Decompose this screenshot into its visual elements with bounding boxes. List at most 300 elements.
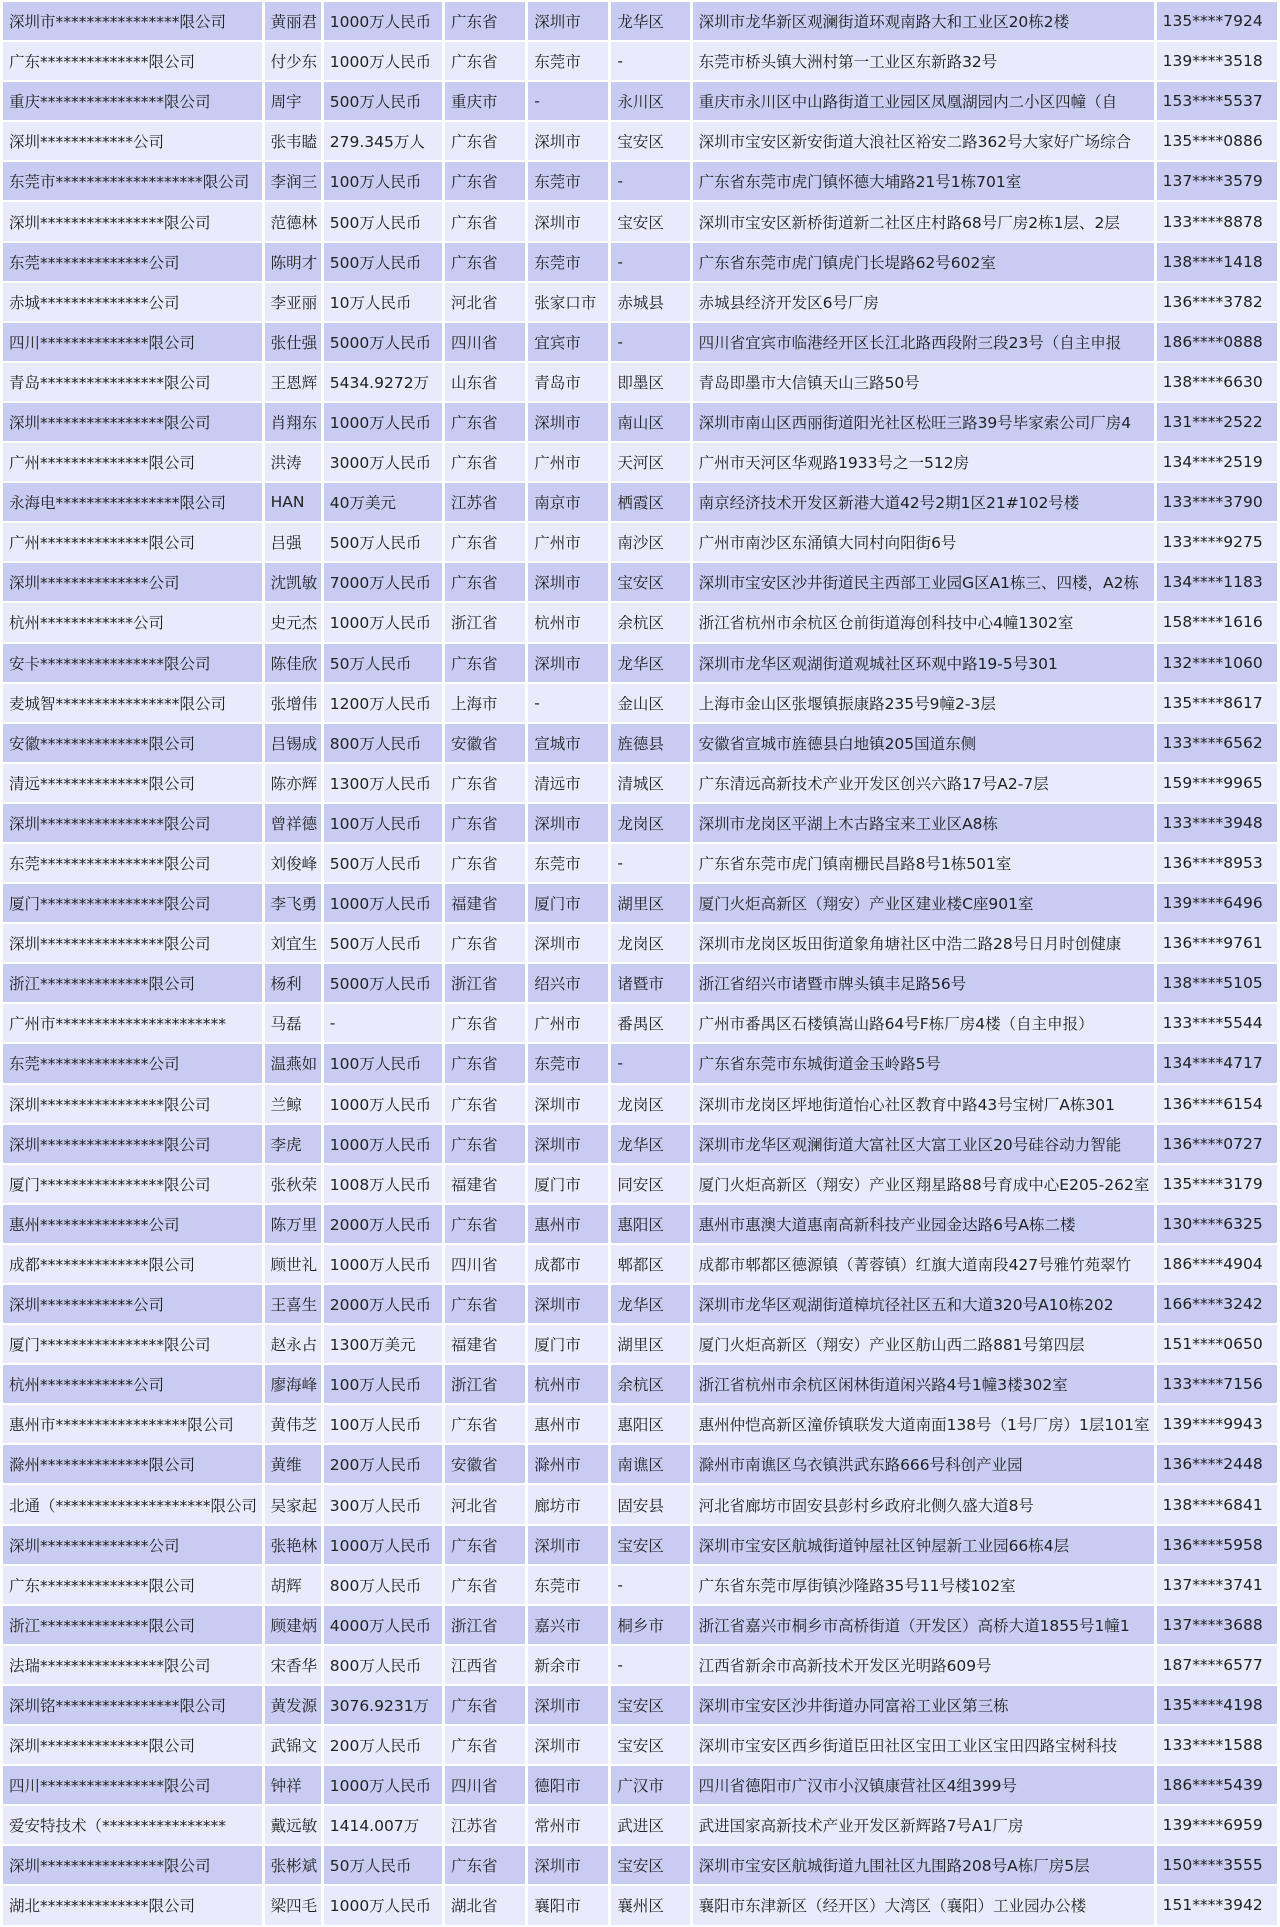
legal-rep-cell: 陈亦辉 bbox=[265, 764, 321, 802]
province-cell: 广东省 bbox=[445, 1686, 525, 1724]
address-cell: 厦门火炬高新区（翔安）产业区建业楼C座901室 bbox=[693, 884, 1154, 922]
district-cell: 宝安区 bbox=[611, 563, 689, 601]
district-cell: 龙岗区 bbox=[611, 1085, 689, 1123]
registered-capital-cell: 5000万人民币 bbox=[324, 964, 442, 1002]
company-name-cell: 成都**************限公司 bbox=[3, 1245, 262, 1283]
registered-capital-cell: 500万人民币 bbox=[324, 202, 442, 240]
province-cell: 安徽省 bbox=[445, 1445, 525, 1483]
legal-rep-cell: 刘宜生 bbox=[265, 924, 321, 962]
registered-capital-cell: 200万人民币 bbox=[324, 1726, 442, 1764]
address-cell: 四川省宜宾市临港经开区长江北路西段附三段23号（自主申报 bbox=[693, 323, 1154, 361]
table-row bbox=[3, 1485, 1277, 1523]
company-name-cell: 安徽**************限公司 bbox=[3, 724, 262, 762]
phone-cell: 138****5105 bbox=[1157, 964, 1277, 1002]
registered-capital-cell: 1300万美元 bbox=[324, 1325, 442, 1363]
district-cell: - bbox=[611, 1044, 689, 1082]
district-cell: 宝安区 bbox=[611, 1686, 689, 1724]
legal-rep-cell: 洪涛 bbox=[265, 443, 321, 481]
legal-rep-cell: 黄丽君 bbox=[265, 2, 321, 40]
province-cell: 广东省 bbox=[445, 1566, 525, 1604]
province-cell: 湖北省 bbox=[445, 1886, 525, 1924]
city-cell: 襄阳市 bbox=[528, 1886, 608, 1924]
legal-rep-cell: 李飞勇 bbox=[265, 884, 321, 922]
province-cell: 广东省 bbox=[445, 2, 525, 40]
district-cell: 郫都区 bbox=[611, 1245, 689, 1283]
legal-rep-cell: 张增伟 bbox=[265, 684, 321, 722]
registered-capital-cell: 100万人民币 bbox=[324, 1365, 442, 1403]
city-cell: - bbox=[528, 684, 608, 722]
city-cell: 厦门市 bbox=[528, 1325, 608, 1363]
province-cell: 浙江省 bbox=[445, 964, 525, 1002]
legal-rep-cell: 吕锡成 bbox=[265, 724, 321, 762]
address-cell: 四川省德阳市广汉市小汉镇康营社区4组399号 bbox=[693, 1766, 1154, 1804]
city-cell: 东莞市 bbox=[528, 844, 608, 882]
city-cell: 宣城市 bbox=[528, 724, 608, 762]
registered-capital-cell: 1000万人民币 bbox=[324, 2, 442, 40]
city-cell: 绍兴市 bbox=[528, 964, 608, 1002]
registered-capital-cell: 7000万人民币 bbox=[324, 563, 442, 601]
legal-rep-cell: 吴家起 bbox=[265, 1485, 321, 1523]
table-row bbox=[3, 243, 1277, 281]
registered-capital-cell: 5434.9272万 bbox=[324, 363, 442, 401]
district-cell: 南山区 bbox=[611, 403, 689, 441]
district-cell: 宝安区 bbox=[611, 1726, 689, 1764]
registered-capital-cell: 500万人民币 bbox=[324, 243, 442, 281]
city-cell: 厦门市 bbox=[528, 884, 608, 922]
table-row bbox=[3, 483, 1277, 521]
district-cell: 余杭区 bbox=[611, 1365, 689, 1403]
city-cell: 深圳市 bbox=[528, 403, 608, 441]
district-cell: 武进区 bbox=[611, 1806, 689, 1844]
legal-rep-cell: 武锦文 bbox=[265, 1726, 321, 1764]
city-cell: 深圳市 bbox=[528, 924, 608, 962]
phone-cell: 159****9965 bbox=[1157, 764, 1277, 802]
legal-rep-cell: 钟祥 bbox=[265, 1766, 321, 1804]
address-cell: 深圳市龙华区观澜街道大富社区大富工业区20号硅谷动力智能 bbox=[693, 1125, 1154, 1163]
district-cell: 襄州区 bbox=[611, 1886, 689, 1924]
company-name-cell: 深圳****************限公司 bbox=[3, 1846, 262, 1884]
registered-capital-cell: 800万人民币 bbox=[324, 1566, 442, 1604]
table-row bbox=[3, 1526, 1277, 1564]
legal-rep-cell: 陈万里 bbox=[265, 1205, 321, 1243]
phone-cell: 139****6496 bbox=[1157, 884, 1277, 922]
table-row bbox=[3, 1686, 1277, 1724]
province-cell: 广东省 bbox=[445, 644, 525, 682]
phone-cell: 132****1060 bbox=[1157, 644, 1277, 682]
province-cell: 广东省 bbox=[445, 1004, 525, 1042]
phone-cell: 131****2522 bbox=[1157, 403, 1277, 441]
city-cell: 深圳市 bbox=[528, 1726, 608, 1764]
legal-rep-cell: 肖翔东 bbox=[265, 403, 321, 441]
province-cell: 广东省 bbox=[445, 202, 525, 240]
phone-cell: 134****4717 bbox=[1157, 1044, 1277, 1082]
city-cell: 东莞市 bbox=[528, 162, 608, 200]
province-cell: 浙江省 bbox=[445, 1606, 525, 1644]
company-name-cell: 赤城**************公司 bbox=[3, 283, 262, 321]
company-name-cell: 重庆****************限公司 bbox=[3, 82, 262, 120]
city-cell: 清远市 bbox=[528, 764, 608, 802]
province-cell: 四川省 bbox=[445, 323, 525, 361]
table-row bbox=[3, 1245, 1277, 1283]
table-row bbox=[3, 764, 1277, 802]
table-row bbox=[3, 1566, 1277, 1604]
province-cell: 江西省 bbox=[445, 1646, 525, 1684]
province-cell: 广东省 bbox=[445, 1125, 525, 1163]
registered-capital-cell: 1000万人民币 bbox=[324, 603, 442, 641]
legal-rep-cell: 梁四毛 bbox=[265, 1886, 321, 1924]
district-cell: 永川区 bbox=[611, 82, 689, 120]
phone-cell: 137****3579 bbox=[1157, 162, 1277, 200]
company-name-cell: 四川**************限公司 bbox=[3, 323, 262, 361]
province-cell: 广东省 bbox=[445, 844, 525, 882]
table-row bbox=[3, 1044, 1277, 1082]
registered-capital-cell: 1000万人民币 bbox=[324, 1766, 442, 1804]
company-name-cell: 深圳************公司 bbox=[3, 1285, 262, 1323]
company-name-cell: 广州市********************** bbox=[3, 1004, 262, 1042]
legal-rep-cell: 胡辉 bbox=[265, 1566, 321, 1604]
city-cell: 深圳市 bbox=[528, 1125, 608, 1163]
address-cell: 浙江省杭州市余杭区仓前街道海创科技中心4幢1302室 bbox=[693, 603, 1154, 641]
city-cell: - bbox=[528, 82, 608, 120]
registered-capital-cell: 50万人民币 bbox=[324, 644, 442, 682]
registered-capital-cell: 500万人民币 bbox=[324, 844, 442, 882]
table-row bbox=[3, 1205, 1277, 1243]
address-cell: 广州市南沙区东涌镇大同村向阳街6号 bbox=[693, 523, 1154, 561]
table-row bbox=[3, 1365, 1277, 1403]
province-cell: 广东省 bbox=[445, 1044, 525, 1082]
address-cell: 深圳市宝安区沙井街道办同富裕工业区第三栋 bbox=[693, 1686, 1154, 1724]
district-cell: 龙华区 bbox=[611, 1125, 689, 1163]
table-row bbox=[3, 603, 1277, 641]
city-cell: 东莞市 bbox=[528, 1566, 608, 1604]
registered-capital-cell: 1008万人民币 bbox=[324, 1165, 442, 1203]
legal-rep-cell: 廖海峰 bbox=[265, 1365, 321, 1403]
registered-capital-cell: 100万人民币 bbox=[324, 1405, 442, 1443]
registered-capital-cell: 4000万人民币 bbox=[324, 1606, 442, 1644]
legal-rep-cell: 王恩辉 bbox=[265, 363, 321, 401]
city-cell: 深圳市 bbox=[528, 1686, 608, 1724]
address-cell: 深圳市宝安区西乡街道臣田社区宝田工业区宝田四路宝树科技 bbox=[693, 1726, 1154, 1764]
province-cell: 浙江省 bbox=[445, 1365, 525, 1403]
province-cell: 河北省 bbox=[445, 283, 525, 321]
address-cell: 深圳市龙岗区坂田街道象角塘社区中浩二路28号日月时创健康 bbox=[693, 924, 1154, 962]
address-cell: 深圳市宝安区沙井街道民主西部工业园G区A1栋三、四楼，A2栋 bbox=[693, 563, 1154, 601]
city-cell: 深圳市 bbox=[528, 804, 608, 842]
table-row bbox=[3, 684, 1277, 722]
company-name-cell: 滁州**************限公司 bbox=[3, 1445, 262, 1483]
phone-cell: 166****3242 bbox=[1157, 1285, 1277, 1323]
registered-capital-cell: 5000万人民币 bbox=[324, 323, 442, 361]
province-cell: 福建省 bbox=[445, 884, 525, 922]
city-cell: 廊坊市 bbox=[528, 1485, 608, 1523]
table-row bbox=[3, 924, 1277, 962]
district-cell: 即墨区 bbox=[611, 363, 689, 401]
address-cell: 江西省新余市高新技术开发区光明路609号 bbox=[693, 1646, 1154, 1684]
city-cell: 常州市 bbox=[528, 1806, 608, 1844]
province-cell: 广东省 bbox=[445, 804, 525, 842]
legal-rep-cell: 赵永占 bbox=[265, 1325, 321, 1363]
registered-capital-cell: 500万人民币 bbox=[324, 924, 442, 962]
province-cell: 福建省 bbox=[445, 1325, 525, 1363]
city-cell: 南京市 bbox=[528, 483, 608, 521]
district-cell: 旌德县 bbox=[611, 724, 689, 762]
table-row bbox=[3, 42, 1277, 80]
table-row bbox=[3, 1325, 1277, 1363]
district-cell: - bbox=[611, 844, 689, 882]
province-cell: 山东省 bbox=[445, 363, 525, 401]
district-cell: 宝安区 bbox=[611, 1526, 689, 1564]
registered-capital-cell: 2000万人民币 bbox=[324, 1205, 442, 1243]
company-name-cell: 厦门****************限公司 bbox=[3, 1325, 262, 1363]
district-cell: 余杭区 bbox=[611, 603, 689, 641]
table-row bbox=[3, 1886, 1277, 1924]
phone-cell: 139****3518 bbox=[1157, 42, 1277, 80]
table-row bbox=[3, 964, 1277, 1002]
legal-rep-cell: 张秋荣 bbox=[265, 1165, 321, 1203]
company-name-cell: 法瑞****************限公司 bbox=[3, 1646, 262, 1684]
legal-rep-cell: 张艳林 bbox=[265, 1526, 321, 1564]
company-name-cell: 广东**************限公司 bbox=[3, 1566, 262, 1604]
phone-cell: 150****3555 bbox=[1157, 1846, 1277, 1884]
phone-cell: 134****1183 bbox=[1157, 563, 1277, 601]
legal-rep-cell: 温燕如 bbox=[265, 1044, 321, 1082]
province-cell: 广东省 bbox=[445, 1405, 525, 1443]
address-cell: 浙江省嘉兴市桐乡市高桥街道（开发区）高桥大道1855号1幢1 bbox=[693, 1606, 1154, 1644]
province-cell: 广东省 bbox=[445, 924, 525, 962]
legal-rep-cell: 张仕强 bbox=[265, 323, 321, 361]
company-name-cell: 深圳铭****************限公司 bbox=[3, 1686, 262, 1724]
registered-capital-cell: 800万人民币 bbox=[324, 1646, 442, 1684]
address-cell: 南京经济技术开发区新港大道42号2期1区21#102号楼 bbox=[693, 483, 1154, 521]
legal-rep-cell: 沈凯敏 bbox=[265, 563, 321, 601]
company-name-cell: 厦门****************限公司 bbox=[3, 1165, 262, 1203]
legal-rep-cell: 李虎 bbox=[265, 1125, 321, 1163]
registered-capital-cell: 100万人民币 bbox=[324, 804, 442, 842]
province-cell: 广东省 bbox=[445, 1285, 525, 1323]
table-row bbox=[3, 122, 1277, 160]
table-row bbox=[3, 724, 1277, 762]
legal-rep-cell: 王喜生 bbox=[265, 1285, 321, 1323]
province-cell: 广东省 bbox=[445, 1085, 525, 1123]
city-cell: 惠州市 bbox=[528, 1405, 608, 1443]
table-row bbox=[3, 202, 1277, 240]
table-row bbox=[3, 1606, 1277, 1644]
district-cell: - bbox=[611, 1566, 689, 1604]
phone-cell: 137****3741 bbox=[1157, 1566, 1277, 1604]
address-cell: 广东省东莞市虎门镇虎门长堤路62号602室 bbox=[693, 243, 1154, 281]
registered-capital-cell: 200万人民币 bbox=[324, 1445, 442, 1483]
registered-capital-cell: 1000万人民币 bbox=[324, 42, 442, 80]
address-cell: 深圳市宝安区新安街道大浪社区裕安二路362号大家好广场综合 bbox=[693, 122, 1154, 160]
province-cell: 福建省 bbox=[445, 1165, 525, 1203]
registered-capital-cell: 800万人民币 bbox=[324, 724, 442, 762]
city-cell: 广州市 bbox=[528, 443, 608, 481]
city-cell: 深圳市 bbox=[528, 1526, 608, 1564]
table-row bbox=[3, 363, 1277, 401]
table-row bbox=[3, 1726, 1277, 1764]
phone-cell: 138****6841 bbox=[1157, 1485, 1277, 1523]
address-cell: 青岛即墨市大信镇天山三路50号 bbox=[693, 363, 1154, 401]
company-name-cell: 深圳****************限公司 bbox=[3, 804, 262, 842]
address-cell: 东莞市桥头镇大洲村第一工业区东新路32号 bbox=[693, 42, 1154, 80]
city-cell: 东莞市 bbox=[528, 243, 608, 281]
district-cell: 天河区 bbox=[611, 443, 689, 481]
company-name-cell: 永海电****************限公司 bbox=[3, 483, 262, 521]
city-cell: 深圳市 bbox=[528, 563, 608, 601]
phone-cell: 135****7924 bbox=[1157, 2, 1277, 40]
registered-capital-cell: 1200万人民币 bbox=[324, 684, 442, 722]
city-cell: 惠州市 bbox=[528, 1205, 608, 1243]
company-name-cell: 深圳****************限公司 bbox=[3, 1125, 262, 1163]
phone-cell: 139****6959 bbox=[1157, 1806, 1277, 1844]
district-cell: - bbox=[611, 1646, 689, 1684]
table-row bbox=[3, 1285, 1277, 1323]
company-name-cell: 清远**************限公司 bbox=[3, 764, 262, 802]
table-row bbox=[3, 403, 1277, 441]
city-cell: 嘉兴市 bbox=[528, 1606, 608, 1644]
address-cell: 深圳市宝安区航城街道钟屋社区钟屋新工业园66栋4层 bbox=[693, 1526, 1154, 1564]
province-cell: 河北省 bbox=[445, 1485, 525, 1523]
address-cell: 广东清远高新技术产业开发区创兴六路17号A2-7层 bbox=[693, 764, 1154, 802]
city-cell: 深圳市 bbox=[528, 1285, 608, 1323]
table-row bbox=[3, 844, 1277, 882]
legal-rep-cell: HAN bbox=[265, 483, 321, 521]
phone-cell: 136****9761 bbox=[1157, 924, 1277, 962]
district-cell: 龙岗区 bbox=[611, 924, 689, 962]
city-cell: 成都市 bbox=[528, 1245, 608, 1283]
legal-rep-cell: 黄维 bbox=[265, 1445, 321, 1483]
city-cell: 杭州市 bbox=[528, 1365, 608, 1403]
district-cell: 清城区 bbox=[611, 764, 689, 802]
table-row bbox=[3, 1445, 1277, 1483]
legal-rep-cell: 黄发源 bbox=[265, 1686, 321, 1724]
city-cell: 东莞市 bbox=[528, 42, 608, 80]
company-name-cell: 深圳****************限公司 bbox=[3, 924, 262, 962]
registered-capital-cell: 3000万人民币 bbox=[324, 443, 442, 481]
table-row bbox=[3, 2, 1277, 40]
address-cell: 深圳市龙华新区观澜街道环观南路大和工业区20栋2楼 bbox=[693, 2, 1154, 40]
phone-cell: 133****1588 bbox=[1157, 1726, 1277, 1764]
registered-capital-cell: 1300万人民币 bbox=[324, 764, 442, 802]
address-cell: 深圳市龙华区观湖街道观城社区环观中路19-5号301 bbox=[693, 644, 1154, 682]
phone-cell: 153****5537 bbox=[1157, 82, 1277, 120]
company-name-cell: 深圳****************限公司 bbox=[3, 403, 262, 441]
company-name-cell: 青岛****************限公司 bbox=[3, 363, 262, 401]
company-name-cell: 爱安特技术（**************** bbox=[3, 1806, 262, 1844]
district-cell: 龙岗区 bbox=[611, 804, 689, 842]
legal-rep-cell: 马磊 bbox=[265, 1004, 321, 1042]
address-cell: 深圳市龙华区观湖街道樟坑径社区五和大道320号A10栋202 bbox=[693, 1285, 1154, 1323]
address-cell: 广东省东莞市虎门镇怀德大埔路21号1栋701室 bbox=[693, 162, 1154, 200]
district-cell: - bbox=[611, 42, 689, 80]
address-cell: 河北省廊坊市固安县彭村乡政府北侧久盛大道8号 bbox=[693, 1485, 1154, 1523]
district-cell: 宝安区 bbox=[611, 1846, 689, 1884]
legal-rep-cell: 曾祥德 bbox=[265, 804, 321, 842]
company-name-cell: 深圳****************限公司 bbox=[3, 1085, 262, 1123]
legal-rep-cell: 张韦瞌 bbox=[265, 122, 321, 160]
registered-capital-cell: 279.345万人 bbox=[324, 122, 442, 160]
province-cell: 江苏省 bbox=[445, 483, 525, 521]
legal-rep-cell: 刘俊峰 bbox=[265, 844, 321, 882]
phone-cell: 133****7156 bbox=[1157, 1365, 1277, 1403]
phone-cell: 186****5439 bbox=[1157, 1766, 1277, 1804]
province-cell: 广东省 bbox=[445, 1205, 525, 1243]
phone-cell: 151****3942 bbox=[1157, 1886, 1277, 1924]
table-row bbox=[3, 82, 1277, 120]
table-row bbox=[3, 1846, 1277, 1884]
company-name-cell: 东莞****************限公司 bbox=[3, 844, 262, 882]
phone-cell: 186****0888 bbox=[1157, 323, 1277, 361]
address-cell: 襄阳市东津新区（经开区）大湾区（襄阳）工业园办公楼 bbox=[693, 1886, 1154, 1924]
company-table-body bbox=[3, 2, 1277, 1925]
district-cell: 广汉市 bbox=[611, 1766, 689, 1804]
phone-cell: 136****0727 bbox=[1157, 1125, 1277, 1163]
table-row bbox=[3, 1085, 1277, 1123]
table-row bbox=[3, 804, 1277, 842]
address-cell: 赤城县经济开发区6号厂房 bbox=[693, 283, 1154, 321]
province-cell: 四川省 bbox=[445, 1766, 525, 1804]
address-cell: 浙江省绍兴市诸暨市牌头镇丰足路56号 bbox=[693, 964, 1154, 1002]
phone-cell: 136****8953 bbox=[1157, 844, 1277, 882]
company-name-cell: 四川****************限公司 bbox=[3, 1766, 262, 1804]
district-cell: - bbox=[611, 162, 689, 200]
registered-capital-cell: 2000万人民币 bbox=[324, 1285, 442, 1323]
phone-cell: 136****5958 bbox=[1157, 1526, 1277, 1564]
phone-cell: 136****3782 bbox=[1157, 283, 1277, 321]
address-cell: 广东省东莞市东城街道金玉岭路5号 bbox=[693, 1044, 1154, 1082]
registered-capital-cell: 1000万人民币 bbox=[324, 1245, 442, 1283]
phone-cell: 133****8878 bbox=[1157, 202, 1277, 240]
district-cell: 宝安区 bbox=[611, 202, 689, 240]
legal-rep-cell: 张彬斌 bbox=[265, 1846, 321, 1884]
phone-cell: 187****6577 bbox=[1157, 1646, 1277, 1684]
table-row bbox=[3, 1806, 1277, 1844]
company-name-cell: 惠州市*****************限公司 bbox=[3, 1405, 262, 1443]
table-row bbox=[3, 563, 1277, 601]
province-cell: 广东省 bbox=[445, 122, 525, 160]
legal-rep-cell: 付少东 bbox=[265, 42, 321, 80]
province-cell: 广东省 bbox=[445, 443, 525, 481]
table-row bbox=[3, 1405, 1277, 1443]
province-cell: 广东省 bbox=[445, 243, 525, 281]
address-cell: 武进国家高新技术产业开发区新辉路7号A1厂房 bbox=[693, 1806, 1154, 1844]
legal-rep-cell: 顾建炳 bbox=[265, 1606, 321, 1644]
legal-rep-cell: 李润三 bbox=[265, 162, 321, 200]
phone-cell: 133****9275 bbox=[1157, 523, 1277, 561]
table-row bbox=[3, 1766, 1277, 1804]
registered-capital-cell: 10万人民币 bbox=[324, 283, 442, 321]
province-cell: 江苏省 bbox=[445, 1806, 525, 1844]
province-cell: 四川省 bbox=[445, 1245, 525, 1283]
city-cell: 深圳市 bbox=[528, 1846, 608, 1884]
city-cell: 张家口市 bbox=[528, 283, 608, 321]
address-cell: 安徽省宣城市旌德县白地镇205国道东侧 bbox=[693, 724, 1154, 762]
company-name-cell: 深圳**************公司 bbox=[3, 563, 262, 601]
company-name-cell: 广东**************限公司 bbox=[3, 42, 262, 80]
city-cell: 深圳市 bbox=[528, 202, 608, 240]
province-cell: 广东省 bbox=[445, 1526, 525, 1564]
phone-cell: 135****3179 bbox=[1157, 1165, 1277, 1203]
district-cell: 固安县 bbox=[611, 1485, 689, 1523]
address-cell: 深圳市龙岗区坪地街道怡心社区教育中路43号宝树厂A栋301 bbox=[693, 1085, 1154, 1123]
district-cell: 南沙区 bbox=[611, 523, 689, 561]
legal-rep-cell: 陈佳欣 bbox=[265, 644, 321, 682]
company-name-cell: 东莞**************公司 bbox=[3, 243, 262, 281]
company-name-cell: 深圳************公司 bbox=[3, 122, 262, 160]
company-name-cell: 浙江**************限公司 bbox=[3, 964, 262, 1002]
city-cell: 深圳市 bbox=[528, 644, 608, 682]
registered-capital-cell: 300万人民币 bbox=[324, 1485, 442, 1523]
